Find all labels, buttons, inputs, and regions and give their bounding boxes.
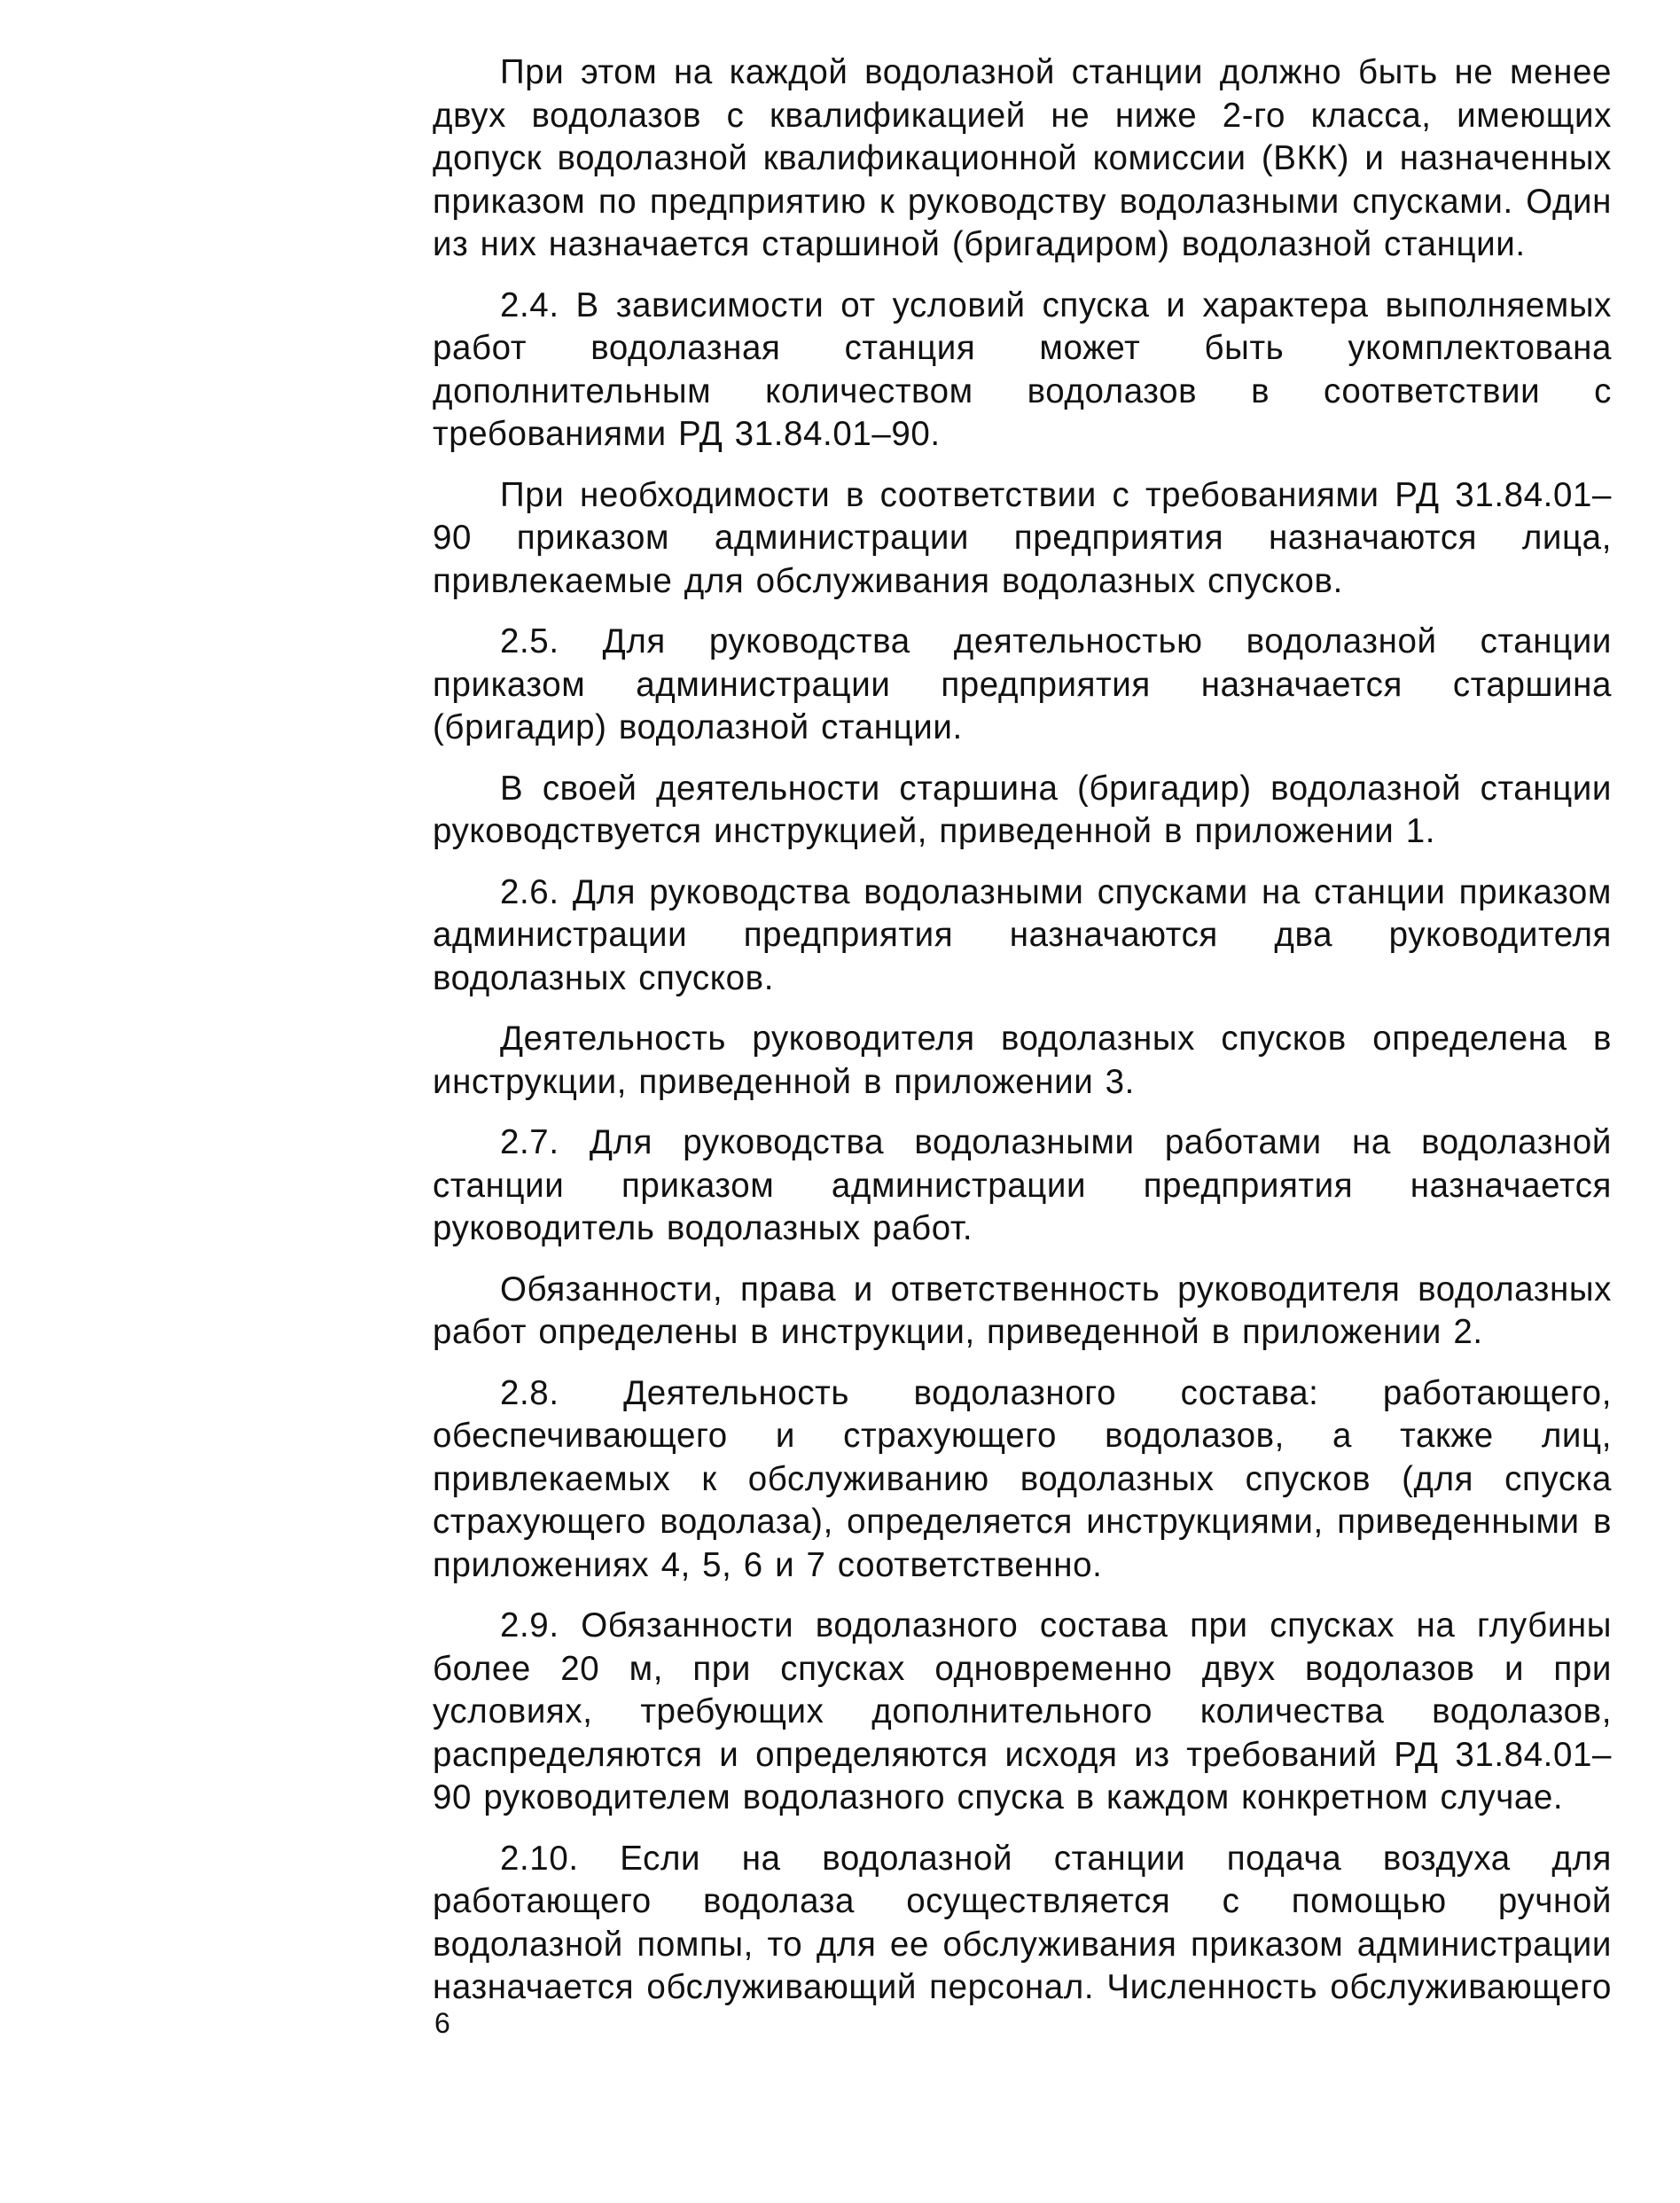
paragraph: 2.6. Для руководства водолазными спусками на станции приказом администрации предприятия назначаются два руководителя водолазных спусков. bbox=[433, 872, 1612, 997]
paragraph: 2.7. Для руководства водолазными работами на водолазной станции приказом администрации предприятия назначается руководитель водолазных работ. bbox=[433, 1123, 1612, 1247]
paragraph: В своей деятельности старшина (бригадир) водолазной станции руководствуется инструкцией, приведенной в приложении 1. bbox=[433, 769, 1612, 850]
paragraph: При этом на каждой водолазной станции должно быть не менее двух водолазов с квалификацией не ниже 2-го класса, имеющих допуск водолазной квалификационной комиссии (ВКК) и назначенных приказом по предприятию к руководству водолазными спусками. Один из них назначается старшиной (бригадиром) водолазной станции. bbox=[433, 53, 1612, 263]
paragraph: Обязанности, права и ответственность руководителя водолазных работ определены в инструкции, приведенной в приложении 2. bbox=[433, 1269, 1612, 1351]
page-number: 6 bbox=[434, 2007, 450, 2039]
paragraph: 2.8. Деятельность водолазного состава: работающего, обеспечивающего и страхующего водолазов, а также лиц, привлекаемых к обслуживанию водолазных спусков (для спуска страхующего водолаза), определяется инструкциями, приведенными в приложениях 4, 5, 6 и 7 соответственно. bbox=[433, 1373, 1612, 1584]
paragraph: 2.4. В зависимости от условий спуска и характера выполняемых работ водолазная станция может быть укомплектована дополнительным количеством водолазов в соответствии с требованиями РД 31.84.01–90. bbox=[433, 285, 1612, 453]
document-body bbox=[433, 51, 1612, 2027]
paragraph: При необходимости в соответствии с требованиями РД 31.84.01–90 приказом администрации предприятия назначаются лица, привлекаемые для обслуживания водолазных спусков. bbox=[433, 475, 1612, 600]
paragraph: 2.9. Обязанности водолазного состава при спусках на глубины более 20 м, при спусках одновременно двух водолазов и при условиях, требующих дополнительного количества водолазов, распределяются и определяются исходя из требований РД 31.84.01–90 руководителем водолазного спуска в каждом конкретном случае. bbox=[433, 1606, 1612, 1816]
paragraph: Деятельность руководителя водолазных спусков определена в инструкции, приведенной в приложении 3. bbox=[433, 1019, 1612, 1101]
paragraph: 2.5. Для руководства деятельностью водолазной станции приказом администрации предприятия назначается старшина (бригадир) водолазной станции. bbox=[433, 622, 1612, 746]
paragraph: 2.10. Если на водолазной станции подача воздуха для работающего водолаза осуществляется с помощью ручной водолазной помпы, то для ее обслуживания приказом администрации назначается обслуживающий персонал. Численность обслуживающего bbox=[433, 1839, 1612, 2006]
